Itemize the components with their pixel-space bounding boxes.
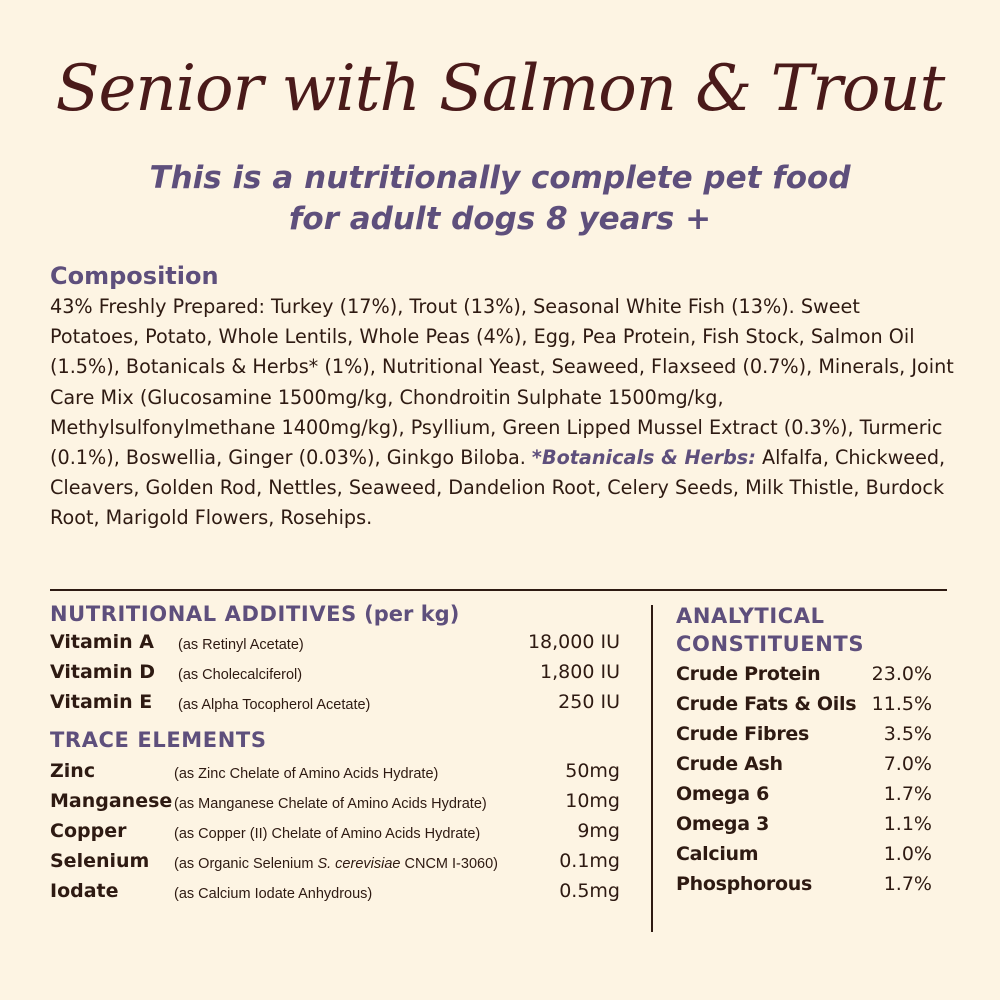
composition-ingredients: 43% Freshly Prepared: Turkey (17%), Trout (13%), Seasonal White Fish (13%). Sweet Potatoes, Potato, Whole Lentils, Whole Peas (4%), Egg, Pea Protein, Fish Stock, Salmon Oil (1.5%), Botanicals & Herbs* (1%), Nutritional Yeast, Seaweed, Flaxseed (0.7%), Minerals, Joint Care Mix (Glucosamine 1500mg/kg, Chondroitin Sulphate 1500mg/kg, Methylsulfonylmethane 1400mg/kg), Psyllium, Green Lipped Mussel Extract (0.3%), Turmeric (0.1%), Boswellia, Ginger (0.03%), Ginkgo Biloba. bbox=[50, 295, 954, 470]
trace-desc: (as Manganese Chelate of Amino Acids Hydrate) bbox=[174, 796, 487, 812]
additive-desc: (as Retinyl Acetate) bbox=[178, 637, 304, 653]
trace-name: Iodate bbox=[50, 880, 119, 902]
constituent-name: Omega 6 bbox=[676, 783, 769, 805]
nutritional-additives-heading bbox=[50, 602, 459, 626]
botanicals-label: *Botanicals & Herbs: bbox=[531, 446, 756, 470]
trace-desc bbox=[174, 849, 498, 879]
additive-value: 250 IU bbox=[558, 691, 620, 713]
analytical-constituents-heading bbox=[676, 602, 864, 658]
constituent-value: 1.1% bbox=[883, 813, 932, 835]
composition-heading: Composition bbox=[50, 262, 219, 290]
additive-row bbox=[50, 657, 620, 687]
constituent-row bbox=[676, 839, 932, 869]
constituent-value: 7.0% bbox=[883, 753, 932, 775]
constituent-row bbox=[676, 719, 932, 749]
trace-row bbox=[50, 756, 620, 786]
subtitle-line-1: This is a nutritionally complete pet food bbox=[149, 160, 851, 196]
additive-name: Vitamin D bbox=[50, 661, 156, 683]
constituent-name: Omega 3 bbox=[676, 813, 769, 835]
constituent-value: 11.5% bbox=[871, 693, 932, 715]
trace-value: 50mg bbox=[565, 760, 620, 782]
trace-desc-italic: S. cerevisiae bbox=[317, 856, 401, 872]
additive-name: Vitamin E bbox=[50, 691, 153, 713]
constituent-value: 1.0% bbox=[883, 843, 932, 865]
constituent-row bbox=[676, 809, 932, 839]
additive-row bbox=[50, 627, 620, 657]
additive-desc: (as Cholecalciferol) bbox=[178, 667, 303, 683]
trace-row bbox=[50, 876, 620, 906]
trace-value: 9mg bbox=[577, 820, 620, 842]
constituent-name: Crude Fats & Oils bbox=[676, 693, 857, 715]
trace-elements-heading: TRACE ELEMENTS bbox=[50, 728, 267, 752]
constituent-name: Crude Protein bbox=[676, 663, 821, 685]
trace-row bbox=[50, 816, 620, 846]
constituent-value: 23.0% bbox=[871, 663, 932, 685]
trace-name: Selenium bbox=[50, 850, 150, 872]
trace-row bbox=[50, 846, 620, 876]
constituent-name: Crude Fibres bbox=[676, 723, 809, 745]
constituent-row bbox=[676, 659, 932, 689]
product-title: Senior with Salmon & Trout bbox=[55, 52, 945, 126]
analytical-heading-line-2: CONSTITUENTS bbox=[676, 632, 865, 656]
horizontal-divider bbox=[50, 589, 947, 591]
trace-desc-post: CNCM I-3060) bbox=[400, 856, 498, 872]
constituent-row bbox=[676, 689, 932, 719]
additive-name: Vitamin A bbox=[50, 631, 154, 653]
constituent-value: 1.7% bbox=[883, 873, 932, 895]
subtitle-line-2: for adult dogs 8 years + bbox=[288, 201, 712, 237]
nutritional-additives-title: NUTRITIONAL ADDITIVES bbox=[50, 602, 357, 626]
constituent-name: Phosphorous bbox=[676, 873, 812, 895]
trace-name: Zinc bbox=[50, 760, 96, 782]
constituent-row bbox=[676, 779, 932, 809]
additive-value: 1,800 IU bbox=[540, 661, 620, 683]
constituent-value: 3.5% bbox=[883, 723, 932, 745]
constituent-name: Calcium bbox=[676, 843, 759, 865]
constituent-row bbox=[676, 869, 932, 899]
trace-name: Manganese bbox=[50, 790, 173, 812]
trace-value: 0.5mg bbox=[559, 880, 620, 902]
nutritional-additives-unit: (per kg) bbox=[356, 602, 460, 626]
trace-desc: (as Copper (II) Chelate of Amino Acids Hydrate) bbox=[174, 826, 481, 842]
trace-desc: (as Calcium Iodate Anhydrous) bbox=[174, 886, 373, 902]
additive-value: 18,000 IU bbox=[527, 631, 620, 653]
constituent-name: Crude Ash bbox=[676, 753, 783, 775]
trace-row bbox=[50, 786, 620, 816]
constituent-value: 1.7% bbox=[883, 783, 932, 805]
analytical-heading-line-1: ANALYTICAL bbox=[676, 604, 825, 628]
botanicals-list: Alfalfa, Chickweed, Cleavers, Golden Rod, Nettles, Seaweed, Dandelion Root, Celery Seeds, Milk Thistle, Burdock Root, Marigold Flowers, Rosehips. bbox=[50, 446, 946, 530]
additive-row bbox=[50, 687, 620, 717]
trace-value: 0.1mg bbox=[559, 850, 620, 872]
constituent-row bbox=[676, 749, 932, 779]
composition-text bbox=[50, 292, 955, 534]
trace-desc: (as Zinc Chelate of Amino Acids Hydrate) bbox=[174, 766, 439, 782]
additive-desc: (as Alpha Tocopherol Acetate) bbox=[178, 697, 371, 713]
trace-value: 10mg bbox=[565, 790, 620, 812]
trace-name: Copper bbox=[50, 820, 127, 842]
vertical-divider bbox=[651, 605, 653, 932]
product-subtitle bbox=[100, 158, 900, 240]
trace-desc-pre: (as Organic Selenium bbox=[174, 856, 318, 872]
